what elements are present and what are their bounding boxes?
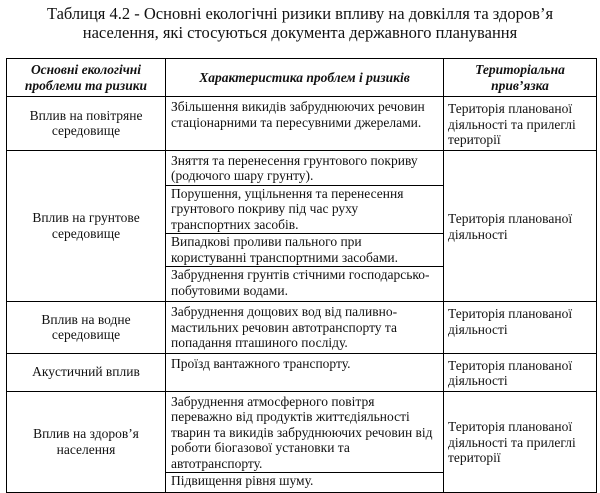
table-row [7,302,597,354]
row-description [166,391,444,492]
header-characteristics: Характеристика проблем і ризиків [166,59,444,97]
row-aspect: Вплив на водне середовище [7,302,166,354]
description-paragraph: Збільшення викидів забруднюючих речовин стаціонарними та пересувними джерелами. [171,99,425,130]
description-paragraph: Забруднення атмосферного повітря переважно від продуктів життєдіяльності тварин та викидів забруднюючих речовин від роботи біогазової установки та автотранспорту. [166,394,443,474]
description-paragraph: Підвищення рівня шуму. [171,473,314,488]
description-paragraph: Випадкові проливи пального при користуванні транспортними засобами. [166,234,443,267]
row-aspect: Вплив на здоров’я населення [7,391,166,492]
description-paragraph: Забруднення грунтів стічними господарсько-побутовими водами. [171,267,430,298]
row-territory: Територія планованої діяльності та прилеглі території [444,97,597,151]
row-description [166,150,444,302]
caption-line-1: Таблиця 4.2 - Основні екологічні ризики впливу на довкілля та здоров’я [46,4,554,23]
row-territory: Територія планованої діяльності [444,302,597,354]
header-territory: Територіальна прив’язка [444,59,597,97]
row-description [166,353,444,391]
table-row [7,391,597,492]
row-territory: Територія планованої діяльності [444,353,597,391]
row-aspect: Вплив на повітряне середовище [7,97,166,151]
row-description [166,302,444,354]
description-paragraph: Забруднення дощових вод від паливно-мастильних речовин автотранспорту та попадання пташиного посліду. [171,304,398,350]
table-caption [0,4,600,42]
caption-line-2: населення, які стосуються документа державного планування [82,23,518,42]
table-header-row [7,59,597,97]
table-row [7,353,597,391]
description-paragraph: Проїзд вантажного транспорту. [171,355,351,371]
description-paragraph: Порушення, ущільнення та перенесення грунтового покриву під час руху транспортних засобів. [166,186,443,235]
row-description [166,97,444,151]
row-aspect: Акустичний вплив [7,353,166,391]
row-territory: Територія планованої діяльності та прилеглі території [444,391,597,492]
table-row [7,150,597,302]
risk-table [6,58,597,493]
description-paragraph: Зняття та перенесення грунтового покриву (родючого шару грунту). [166,153,443,186]
row-territory: Територія планованої діяльності [444,150,597,302]
table-row [7,97,597,151]
row-aspect: Вплив на грунтове середовище [7,150,166,302]
header-problems: Основні екологічні проблеми та ризики [7,59,166,97]
